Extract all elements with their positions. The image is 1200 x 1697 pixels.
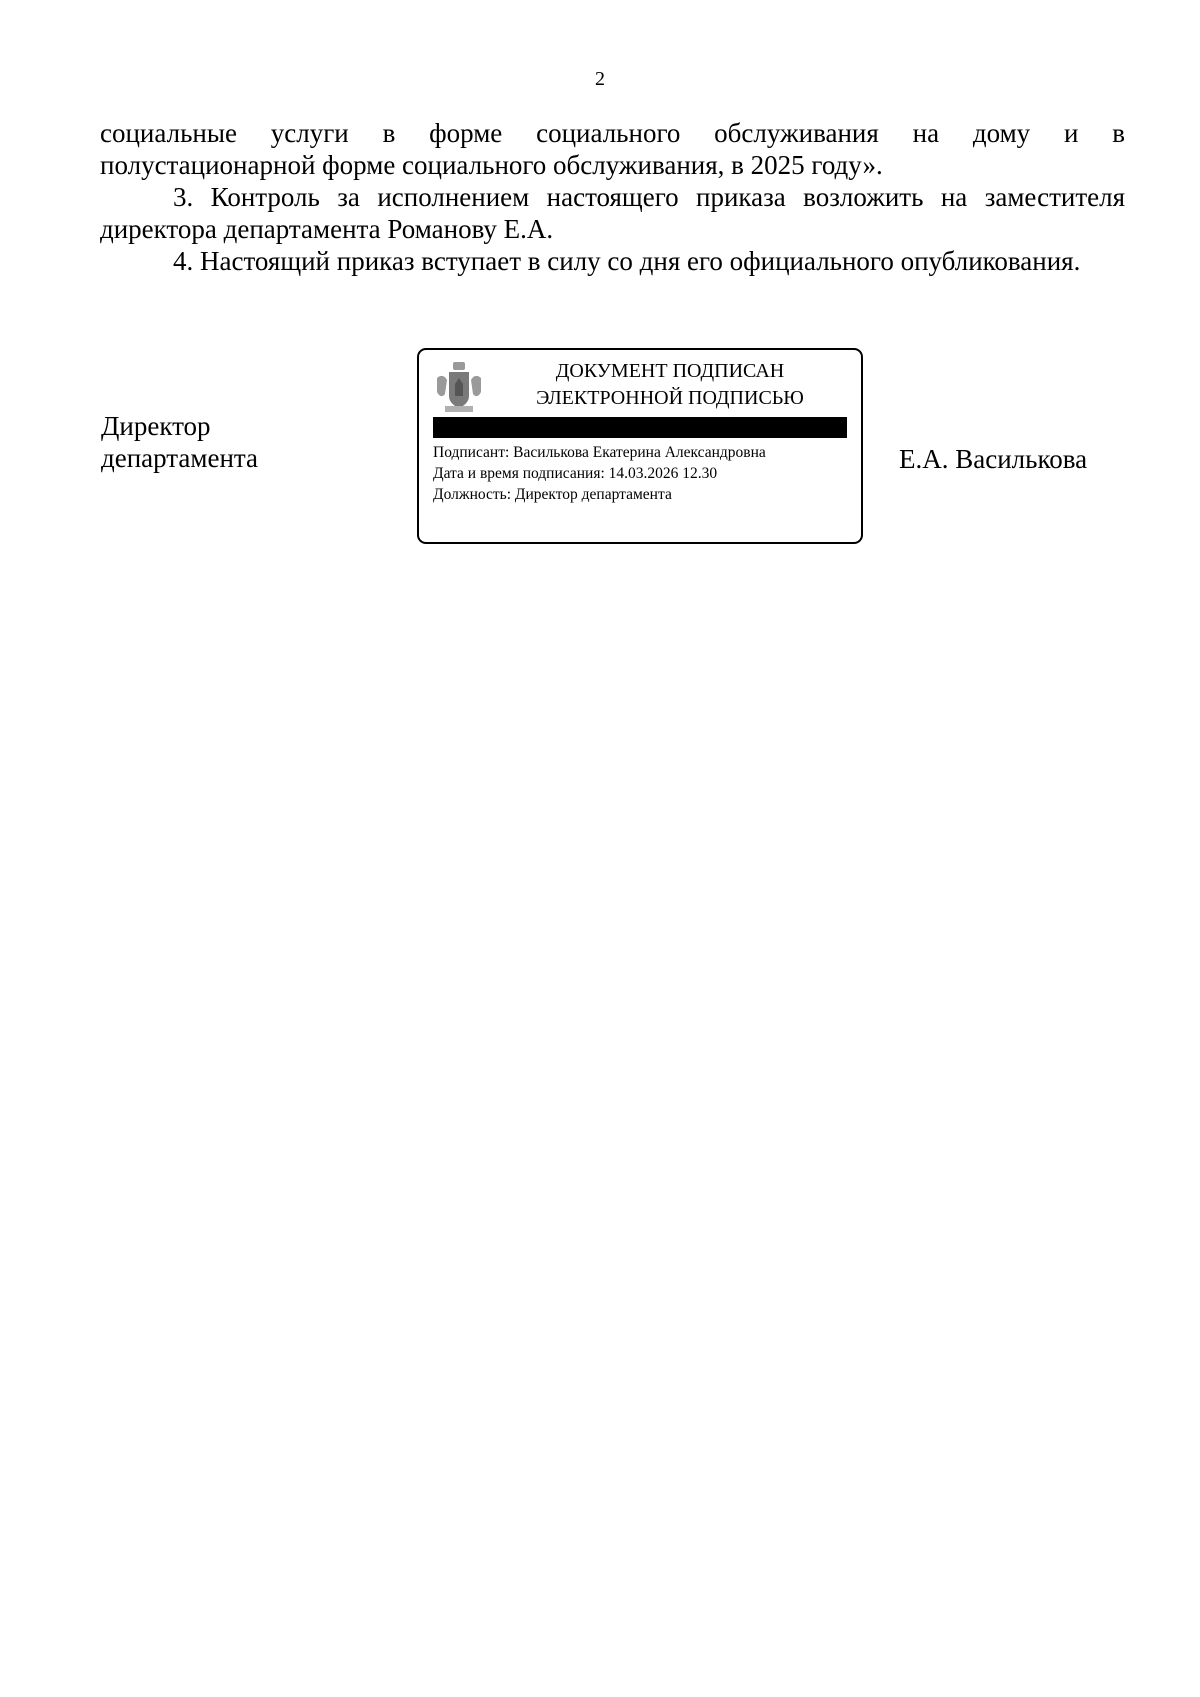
stamp-title — [489, 358, 851, 412]
stamp-title-line1: ДОКУМЕНТ ПОДПИСАН — [555, 360, 785, 382]
paragraph-3: 3. Контроль за исполнением настоящего приказа возложить на заместителя директора департамента Романову Е.А. — [100, 182, 1125, 244]
position-line1: Директор — [101, 411, 211, 441]
stamp-divider-bar — [433, 417, 847, 438]
coat-of-arms-icon — [433, 360, 485, 416]
stamp-signer: Подписант: Василькова Екатерина Александровна — [433, 444, 766, 461]
stamp-info — [433, 442, 766, 505]
page-number: 2 — [595, 68, 605, 90]
paragraph-4: 4. Настоящий приказ вступает в силу со дня его официального опубликования. — [173, 246, 1081, 276]
stamp-datetime: Дата и время подписания: 14.03.2026 12.30 — [433, 465, 718, 482]
paragraph-continuation-line2: полустационарной форме социального обслуживания, в 2025 году». — [100, 150, 883, 180]
document-body — [100, 117, 1125, 277]
signatory-name: Е.А. Василькова — [899, 444, 1088, 474]
signatory-position — [101, 410, 258, 474]
position-line2: департамента — [101, 443, 259, 473]
stamp-position: Должность: Директор департамента — [433, 486, 672, 503]
paragraph-continuation-line1: социальные услуги в форме социального обслуживания на дому и в — [100, 118, 1125, 148]
stamp-title-line2: ЭЛЕКТРОННОЙ ПОДПИСЬЮ — [536, 387, 804, 409]
electronic-signature-stamp — [417, 348, 863, 544]
